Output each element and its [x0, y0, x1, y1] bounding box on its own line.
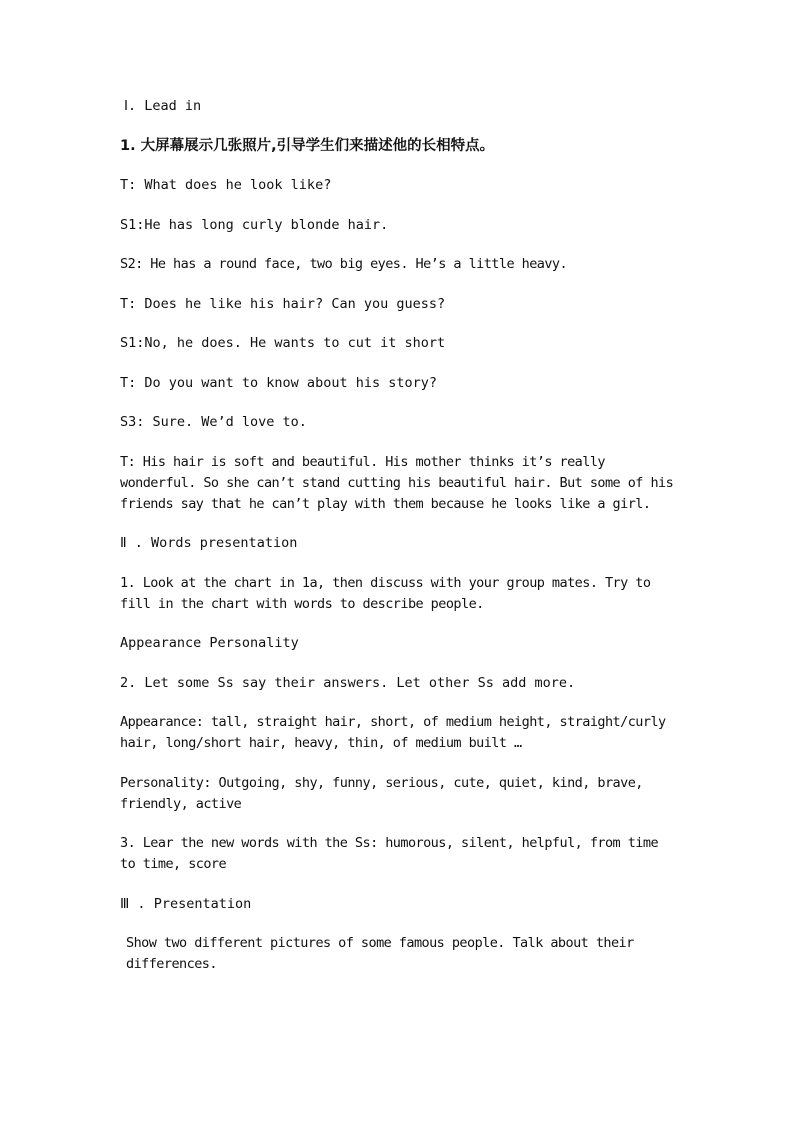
presentation-text: Show two different pictures of some famous people. Talk about their differences.	[126, 935, 634, 972]
lead-in-step-1: 1. 大屏幕展示几张照片,引导学生们来描述他的长相特点。	[120, 137, 495, 154]
dialogue-line: S2: He has a round face, two big eyes. He’s a little heavy.	[120, 256, 568, 272]
section-heading-words-presentation: Ⅱ . Words presentation	[120, 535, 298, 551]
dialogue-line: S1:He has long curly blonde hair.	[120, 216, 389, 233]
section-heading-presentation: Ⅲ . Presentation	[120, 895, 252, 912]
dialogue-line: S3: Sure. We’d love to.	[120, 414, 307, 430]
words-step-3: 3. Lear the new words with the Ss: humorous, silent, helpful, from time to time, score	[120, 835, 659, 872]
dialogue-line: T: Do you want to know about his story?	[120, 374, 437, 391]
chart-headers: Appearance Personality	[120, 635, 299, 651]
dialogue-line: S1:No, he does. He wants to cut it short	[120, 335, 446, 351]
section-heading-lead-in: Ⅰ. Lead in	[124, 98, 202, 114]
dialogue-paragraph: T: His hair is soft and beautiful. His mother thinks it’s really wonderful. So she can’t stand cutting his beautiful hair. But some of his friends say that he can’t play with them because he looks like a girl.	[120, 453, 674, 512]
words-step-1: 1. Look at the chart in 1a, then discuss with your group mates. Try to fill in the chart with words to describe people.	[120, 574, 651, 612]
appearance-words: Appearance: tall, straight hair, short, of medium height, straight/curly hair, long/short hair, heavy, thin, of medium built …	[120, 714, 666, 751]
personality-words: Personality: Outgoing, shy, funny, serious, cute, quiet, kind, brave, friendly, active	[120, 774, 643, 812]
words-step-2: 2. Let some Ss say their answers. Let other Ss add more.	[120, 674, 576, 691]
document-page	[120, 96, 680, 994]
dialogue-line: T: What does he look like?	[120, 177, 332, 193]
dialogue-line: T: Does he like his hair? Can you guess?	[120, 295, 446, 312]
